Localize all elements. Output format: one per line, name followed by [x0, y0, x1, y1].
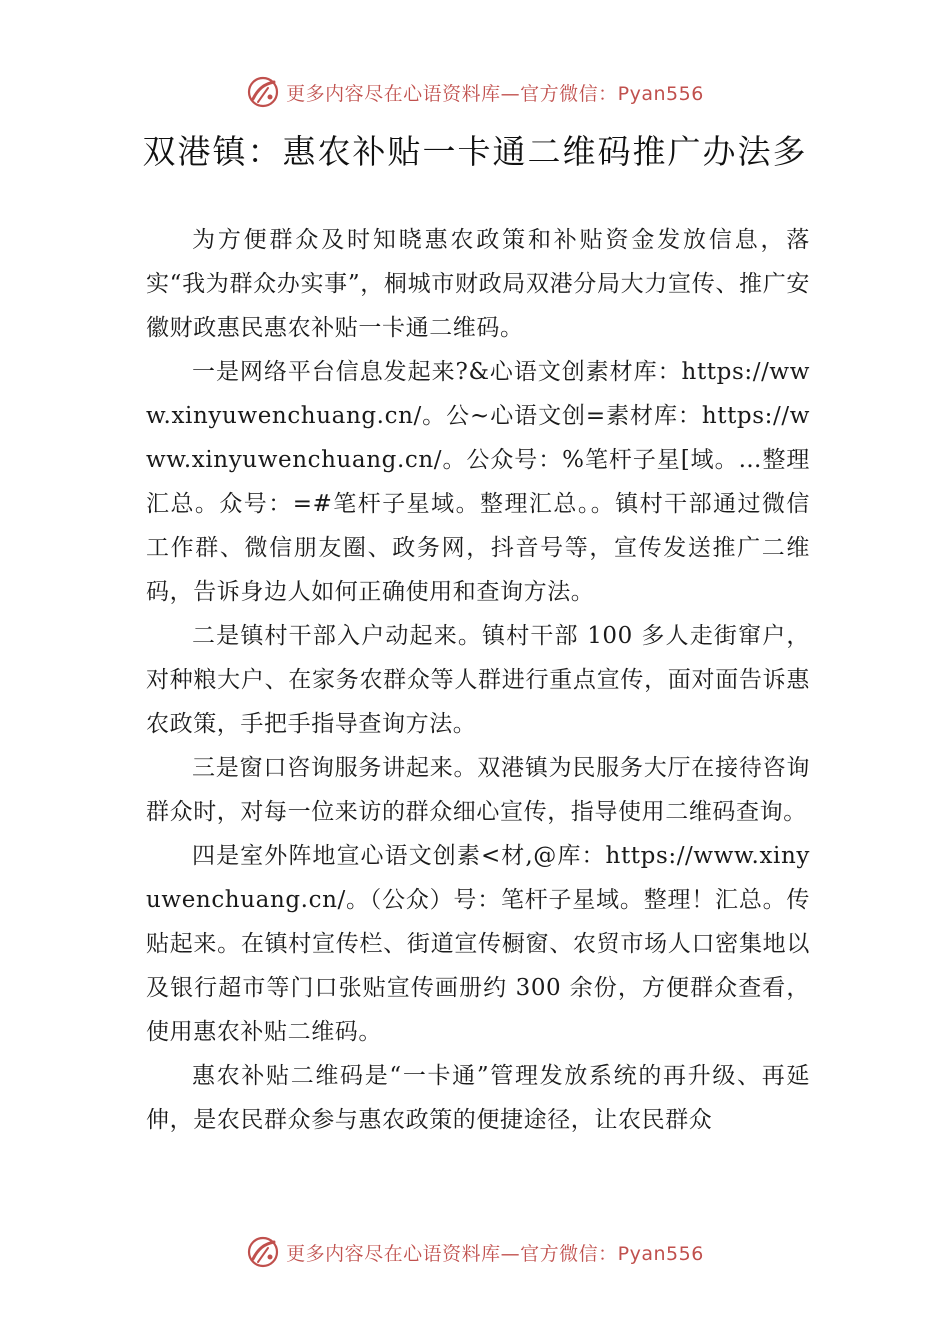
footer-watermark-banner — [0, 1232, 950, 1272]
calligraphy-brush-logo-icon — [246, 1235, 280, 1269]
document-title: 双港镇：惠农补贴一卡通二维码推广办法多 — [142, 132, 808, 171]
paragraph-point-three: 三是窗口咨询服务讲起来。双港镇为民服务大厅在接待咨询群众时，对每一位来访的群众细心宣传，指导使用二维码查询。 — [146, 755, 810, 825]
paragraph-intro: 为方便群众及时知晓惠农政策和补贴资金发放信息，落实“我为群众办实事”，桐城市财政局双港分局大力宣传、推广安徽财政惠民惠农补贴一卡通二维码。 — [146, 227, 810, 341]
calligraphy-brush-logo-icon — [246, 75, 280, 109]
paragraph-summary: 惠农补贴二维码是“一卡通”管理发放系统的再升级、再延伸，是农民群众参与惠农政策的便捷途径，让农民群众 — [146, 1063, 810, 1133]
document-body — [146, 218, 810, 1142]
paragraph-point-one: 一是网络平台信息发起来?&心语文创素材库：https://www.xinyuwenchuang.cn/。公~心语文创=素材库：https://www.xinyuwenchuang.cn/。公众号：%笔杆子星[域。…整理汇总。众号：=#笔杆子星域。整理汇总。。镇村干部通过微信工作群、微信朋友圈、政务网，抖音号等，宣传发送推广二维码，告诉身边人如何正确使用和查询方法。 — [146, 359, 810, 605]
watermark-text: 更多内容尽在心语资料库—官方微信：Pyan556 — [286, 82, 704, 105]
watermark-text: 更多内容尽在心语资料库—官方微信：Pyan556 — [286, 1242, 704, 1265]
header-watermark-banner — [0, 72, 950, 112]
paragraph-point-four: 四是室外阵地宣心语文创素<材,@库：https://www.xinyuwenchuang.cn/。（公众）号：笔杆子星域。整理！汇总。传贴起来。在镇村宣传栏、街道宣传橱窗、农贸市场人口密集地以及银行超市等门口张贴宣传画册约 300 余份，方便群众查看，使用惠农补贴二维码。 — [146, 843, 810, 1045]
paragraph-point-two: 二是镇村干部入户动起来。镇村干部 100 多人走街窜户，对种粮大户、在家务农群众等人群进行重点宣传，面对面告诉惠农政策，手把手指导查询方法。 — [146, 623, 810, 737]
